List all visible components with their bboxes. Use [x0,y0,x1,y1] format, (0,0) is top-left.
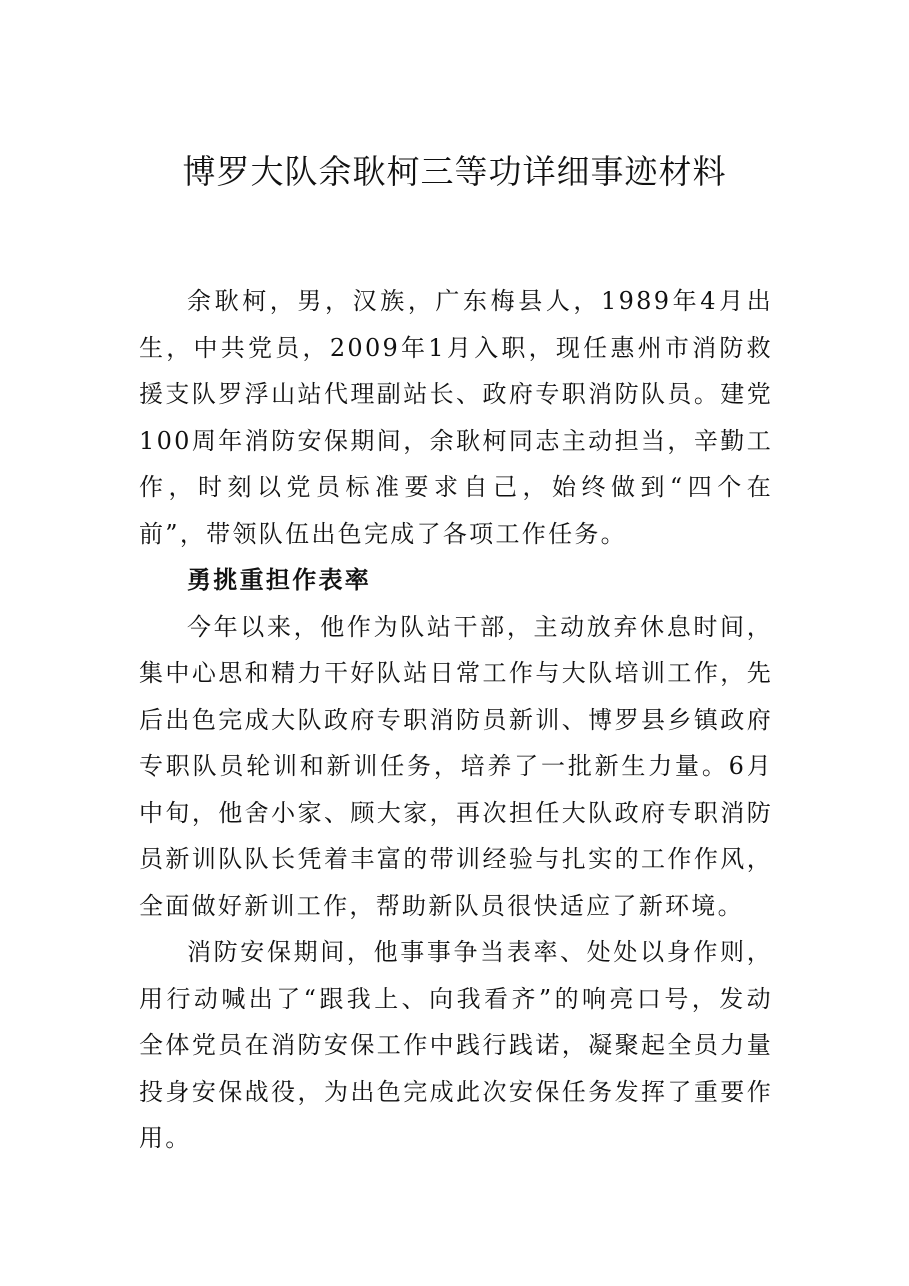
document-body [139,278,773,1162]
section-paragraph-1: 今年以来，他作为队站干部，主动放弃休息时间，集中心思和精力干好队站日常工作与大队培训工作，先后出色完成大队政府专职消防员新训、博罗县乡镇政府专职队员轮训和新训任务，培养了一批新生力量。6月中旬，他舍小家、顾大家，再次担任大队政府专职消防员新训队队长凭着丰富的带训经验与扎实的工作作风，全面做好新训工作，帮助新队员很快适应了新环境。 [139,612,773,920]
section-heading: 勇挑重担作表率 [187,566,372,594]
document-title: 博罗大队余耿柯三等功详细事迹材料 [182,152,727,191]
section-paragraph-2: 消防安保期间，他事事争当表率、处处以身作则，用行动喊出了“跟我上、向我看齐”的响亮口号，发动全体党员在消防安保工作中践行践诺，凝聚起全员力量投身安保战役，为出色完成此次安保任务发挥了重要作用。 [139,938,773,1152]
intro-paragraph: 余耿柯，男，汉族，广东梅县人，1989年4月出生，中共党员，2009年1月入职，现任惠州市消防救援支队罗浮山站代理副站长、政府专职消防队员。建党100周年消防安保期间，余耿柯同志主动担当，辛勤工作，时刻以党员标准要求自己，始终做到“四个在前”，带领队伍出色完成了各项工作任务。 [139,287,773,548]
